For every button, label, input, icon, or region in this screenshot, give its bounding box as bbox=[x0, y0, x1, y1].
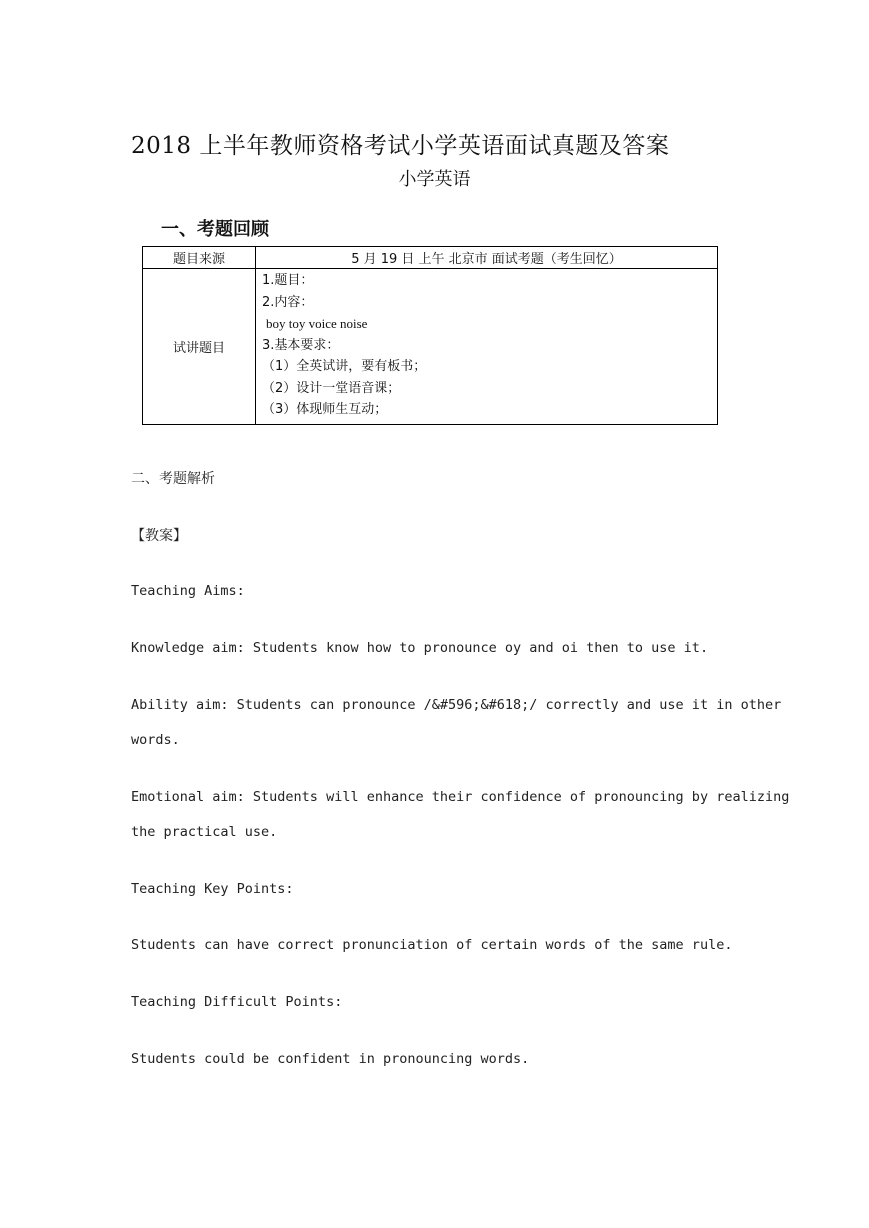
document-title: 2018 上半年教师资格考试小学英语面试真题及答案 bbox=[131, 133, 670, 159]
ability-aim-line-1: Ability aim: Students can pronounce /&#596;&#618;/ correctly and use it in other bbox=[131, 697, 782, 713]
table-header-row bbox=[143, 247, 718, 269]
requirement-item: （3）体现师生互动； bbox=[262, 402, 388, 417]
topic-content bbox=[256, 269, 718, 425]
difficult-points-label: Teaching Difficult Points: bbox=[131, 994, 343, 1010]
key-points-text: Students can have correct pronunciation of certain words of the same rule. bbox=[131, 937, 733, 953]
table-body-row bbox=[143, 269, 718, 425]
emotional-aim-line-2: the practical use. bbox=[131, 824, 278, 840]
emotional-aim-line-1: Emotional aim: Students will enhance their confidence of pronouncing by realizing bbox=[131, 789, 790, 805]
knowledge-aim: Knowledge aim: Students know how to pronounce oy and oi then to use it. bbox=[131, 640, 709, 656]
ability-aim-line-2: words. bbox=[131, 732, 180, 748]
document-subtitle: 小学英语 bbox=[398, 169, 471, 190]
requirement-item: （2）设计一堂语音课； bbox=[262, 380, 401, 396]
section-heading-review: 一、考题回顾 bbox=[161, 219, 269, 240]
source-label: 题目来源 bbox=[143, 247, 256, 269]
difficult-points-text: Students could be confident in pronouncing words. bbox=[131, 1051, 530, 1067]
key-points-label: Teaching Key Points: bbox=[131, 881, 294, 897]
lesson-plan-heading: 【教案】 bbox=[131, 528, 187, 544]
content-words-line: boy toy voice noise bbox=[266, 316, 368, 331]
topic-label: 试讲题目 bbox=[143, 269, 256, 425]
teaching-aims-label: Teaching Aims: bbox=[131, 583, 245, 599]
section-heading-analysis: 二、考题解析 bbox=[131, 471, 215, 487]
requirement-item: （1）全英试讲，要有板书； bbox=[262, 359, 427, 374]
requirements-line: 3.基本要求： bbox=[262, 337, 340, 353]
question-table bbox=[142, 246, 718, 425]
source-value: 5 月 19 日 上午 北京市 面试考题（考生回忆） bbox=[256, 247, 718, 269]
content-line: 2.内容： bbox=[262, 294, 314, 310]
topic-line: 1.题目： bbox=[262, 273, 314, 288]
